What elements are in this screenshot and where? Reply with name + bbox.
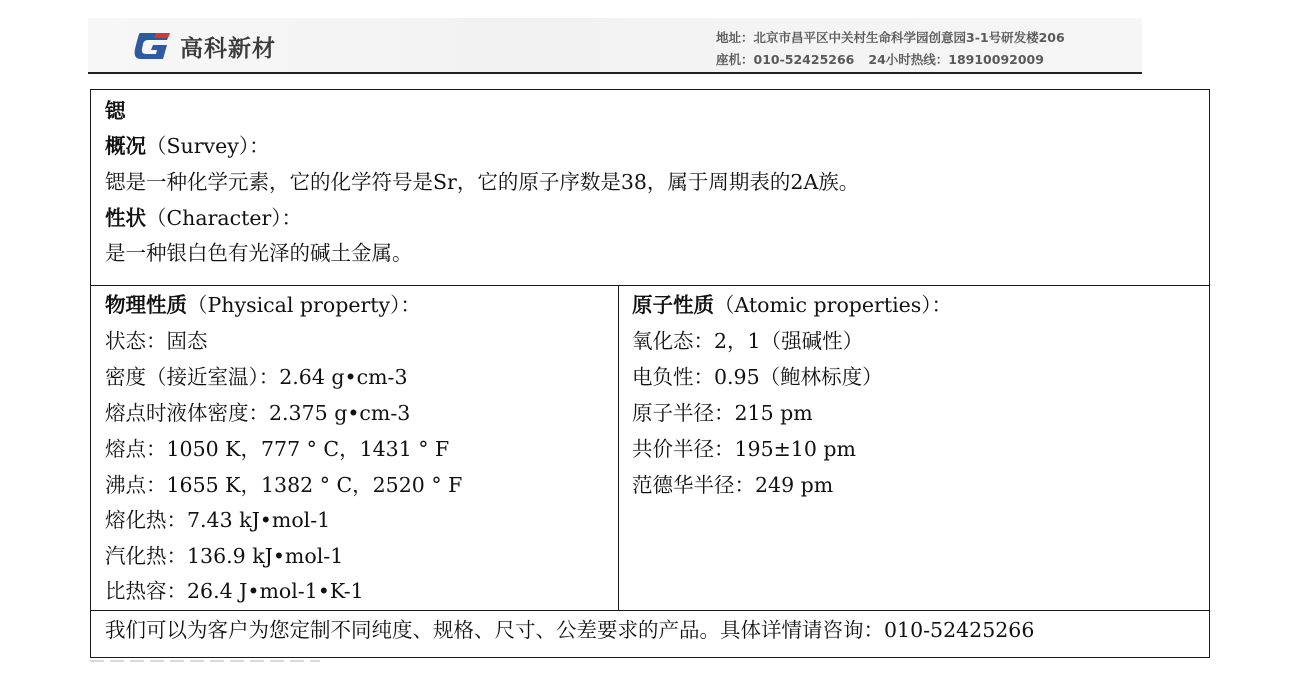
atomic-title-en: （Atomic properties）： xyxy=(714,293,953,317)
atomic-item: 共价半径：195±10 pm xyxy=(632,437,856,461)
character-title-en: （Character）： xyxy=(146,206,303,230)
page-header xyxy=(88,18,1142,74)
survey-title-en: （Survey）： xyxy=(146,134,270,158)
atomic-item: 范德华半径：249 pm xyxy=(632,473,834,497)
physical-item: 沸点：1655 K，1382 ° C，2520 ° F xyxy=(105,473,463,497)
physical-item: 比热容：26.4 J•mol-1•K-1 xyxy=(105,579,364,603)
survey-text: 锶是一种化学元素，它的化学符号是Sr，它的原子序数是38，属于周期表的2A族。 xyxy=(105,170,860,194)
character-heading xyxy=(105,205,302,231)
atomic-heading xyxy=(632,292,952,318)
phone-text: 座机：010-52425266 xyxy=(716,52,855,67)
character-text: 是一种银白色有光泽的碱土金属。 xyxy=(105,241,413,265)
physical-item: 密度（接近室温）：2.64 g•cm-3 xyxy=(105,365,408,389)
atomic-title-cn: 原子性质 xyxy=(632,293,714,317)
address-text: 地址：北京市昌平区中关村生命科学园创意园3-1号研发楼206 xyxy=(716,30,1065,45)
spec-sheet xyxy=(90,89,1210,658)
element-name: 锶 xyxy=(105,99,126,123)
company-logo xyxy=(134,28,276,64)
phone-line xyxy=(716,49,1065,71)
hotline-text: 24小时热线：18910092009 xyxy=(868,52,1044,67)
section-divider xyxy=(91,285,1209,286)
footer-divider xyxy=(91,610,1209,611)
survey-heading xyxy=(105,133,270,159)
column-divider xyxy=(618,285,619,610)
physical-title-en: （Physical property）： xyxy=(187,293,421,317)
physical-heading xyxy=(105,292,421,318)
logo-text: 高科新材 xyxy=(180,35,276,62)
header-divider xyxy=(88,72,1142,74)
physical-title-cn: 物理性质 xyxy=(105,293,187,317)
physical-item: 熔点时液体密度：2.375 g•cm-3 xyxy=(105,401,411,425)
physical-item: 熔化热：7.43 kJ•mol-1 xyxy=(105,508,331,532)
character-title-cn: 性状 xyxy=(105,206,146,230)
logo-icon xyxy=(134,31,172,61)
physical-item: 状态：固态 xyxy=(105,329,208,353)
atomic-item: 原子半径：215 pm xyxy=(632,401,813,425)
footer-note: 我们可以为客户为您定制不同纯度、规格、尺寸、公差要求的产品。具体详情请咨询：010-52425266 xyxy=(105,618,1035,642)
atomic-item: 氧化态：2，1（强碱性） xyxy=(632,329,864,353)
physical-item: 熔点：1050 K，777 ° C，1431 ° F xyxy=(105,437,450,461)
atomic-item: 电负性：0.95（鲍林标度） xyxy=(632,365,883,389)
scan-artifact xyxy=(90,660,320,662)
survey-title-cn: 概况 xyxy=(105,134,146,158)
physical-item: 汽化热：136.9 kJ•mol-1 xyxy=(105,544,344,568)
contact-info xyxy=(716,27,1065,71)
